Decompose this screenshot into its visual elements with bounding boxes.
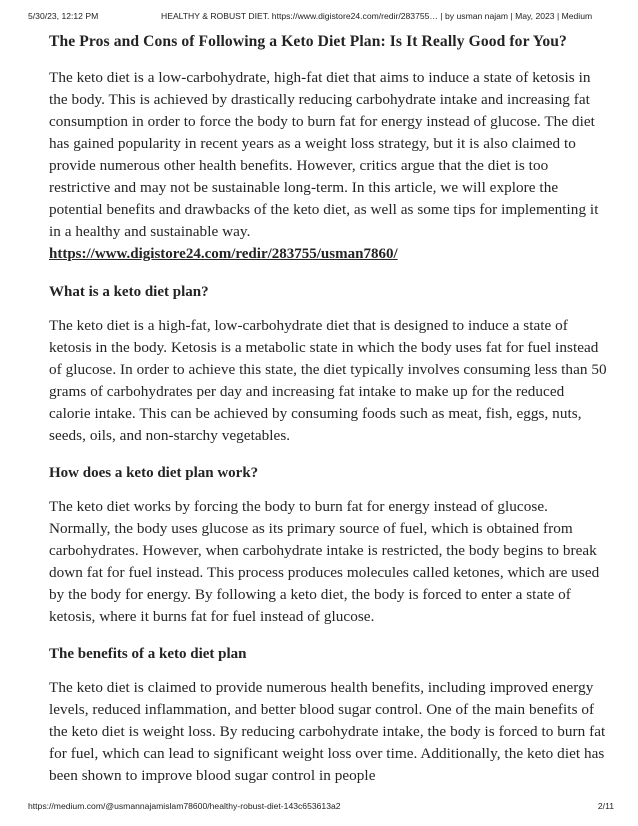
section-body-how-works: The keto diet works by forcing the body to burn fat for energy instead of glucose. Normally, the body uses glucose as its primary source of fuel, which is obtained from carbohydrates. However, when carbohydrate intake is restricted, the body begins to break down fat for fuel instead. This process produces molecules called ketones, which are used by the body for energy. By following a keto diet, the body is forced to enter a state of ketosis, where it burns fat for fuel instead of glucose. (49, 498, 600, 625)
section-heading-what-is: What is a keto diet plan? (49, 284, 209, 300)
section-body-what-is: The keto diet is a high-fat, low-carbohydrate diet that is designed to induce a state of ketosis in the body. Ketosis is a metabolic state in which the body uses fat for fuel instead of glucose. In order to achieve this state, the diet typically involves consuming less than 50 grams of carbohydrates per day and increasing fat intake to make up for the reduced calorie intake. This can be achieved by consuming foods such as meat, fish, eggs, nuts, seeds, oils, and non-starchy vegetables. (49, 317, 607, 444)
print-page-number: 2/11 (597, 801, 614, 811)
article-title: The Pros and Cons of Following a Keto Diet Plan: Is It Really Good for You? (49, 33, 567, 50)
section-body-benefits: The keto diet is claimed to provide numerous health benefits, including improved energy levels, reduced inflammation, and better blood sugar control. One of the main benefits of the keto diet is weight loss. By reducing carbohydrate intake, the body is forced to burn fat for fuel, which can lead to significant weight loss over time. Additionally, the keto diet has been shown to improve blood sugar control in people (49, 679, 606, 784)
affiliate-link[interactable]: https://www.digistore24.com/redir/283755/usman7860/ (49, 246, 398, 262)
article-content (49, 33, 609, 787)
print-page-title: HEALTHY & ROBUST DIET. https://www.digistore24.com/redir/283755… | by usman najam | May, 2023 | Medium (161, 11, 593, 21)
section-heading-benefits: The benefits of a keto diet plan (49, 646, 247, 662)
section-heading-how-works: How does a keto diet plan work? (49, 465, 259, 481)
print-url: https://medium.com/@usmannajamislam78600/healthy-robust-diet-143c653613a2 (28, 801, 341, 811)
print-datetime: 5/30/23, 12:12 PM (28, 11, 99, 21)
article-intro: The keto diet is a low-carbohydrate, high-fat diet that aims to induce a state of ketosis in the body. This is achieved by drastically reducing carbohydrate intake and increasing fat consumption in order to force the body to burn fat for energy instead of glucose. The diet has gained popularity in recent years as a weight loss strategy, but it is also claimed to provide numerous other health benefits. However, critics argue that the diet is too restrictive and may not be sustainable long-term. In this article, we will explore the potential benefits and drawbacks of the keto diet, as well as some tips for implementing it in a healthy and sustainable way. (49, 69, 599, 240)
